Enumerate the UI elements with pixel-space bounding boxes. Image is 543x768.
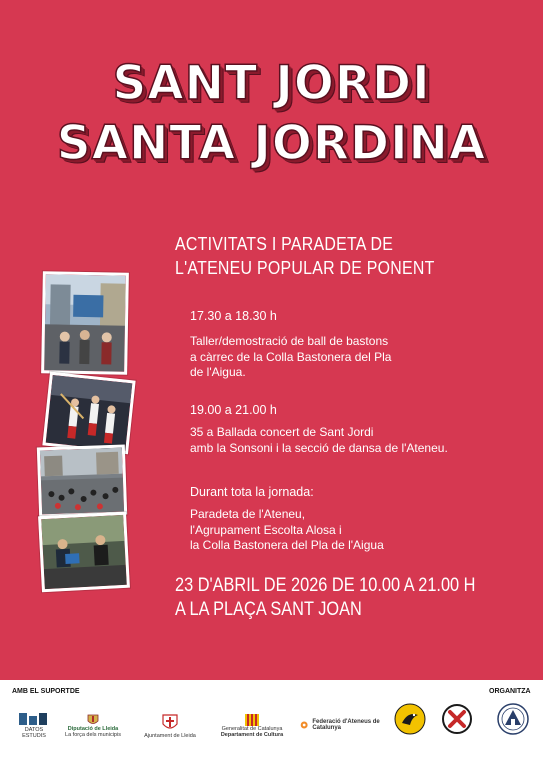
colla-bastonera-logo	[442, 704, 472, 734]
activity-1-line-2: a càrrec de la Colla Bastonera del Pla	[190, 349, 392, 364]
generalitat-name: Generalitat de Catalunya	[221, 725, 283, 732]
federacio-ateneus-logo	[300, 710, 380, 740]
ateneu-popular-ponent-logo	[496, 702, 530, 736]
activity-2-line-1: 35 a Ballada concert de Sant Jordi	[190, 425, 374, 439]
ateneu-seal-icon	[497, 703, 529, 735]
datos-estudis-logo	[14, 706, 54, 746]
event-date: 23 D'ABRIL DE 2026 DE 10.00 A 21.00 H	[175, 575, 476, 596]
event-location: A LA PLAÇA SANT JOAN	[175, 599, 362, 620]
diputacio-sub: La força dels municipis	[65, 732, 121, 738]
ajuntament-shield-icon	[161, 713, 179, 733]
event-date-location	[175, 574, 485, 622]
sponsors-footer	[0, 680, 543, 768]
title-line-2: SANTA JORDINA	[56, 116, 487, 171]
generalitat-department: Departament de Cultura	[220, 732, 284, 738]
generalitat-logo	[212, 706, 292, 746]
organize-label: ORGANITZA	[489, 688, 531, 695]
datos-logo-text: DATOS ESTUDIS	[22, 726, 46, 739]
activity-3-line-3: la Colla Bastonera del Pla de l'Aigua	[190, 538, 384, 552]
activities-heading	[175, 232, 485, 280]
photo-musicians	[38, 512, 130, 593]
activity-3-line-2: l'Agrupament Escolta Alosa i	[190, 522, 342, 537]
federacio-flower-icon	[300, 719, 308, 731]
ajuntament-name: Ajuntament de Lleida	[144, 732, 196, 739]
activity-3-line-1: Paradeta de l'Ateneu,	[190, 507, 306, 521]
activity-3-description	[190, 507, 384, 554]
activity-2-description	[190, 425, 448, 456]
activity-1-line-3: de l'Aigua.	[190, 365, 246, 379]
diputacio-name: Diputació de Lleida	[67, 725, 119, 732]
heading-line-1: ACTIVITATS I PARADETA DE	[175, 233, 394, 254]
diputacio-lleida-logo	[62, 706, 124, 746]
ajuntament-lleida-logo	[138, 704, 202, 748]
activity-3-time: Durant tota la jornada:	[190, 485, 314, 499]
activity-1-time: 17.30 a 18.30 h	[190, 309, 277, 323]
activity-1-line-1: Taller/demostració de ball de bastons	[190, 334, 389, 348]
federacio-name: Federació d'Ateneus de Catalunya	[312, 718, 380, 731]
photo-stick-dancers	[42, 372, 135, 455]
alosa-scouts-logo	[393, 702, 427, 736]
crossed-sticks-icon	[442, 704, 472, 734]
diputacio-shield-icon	[87, 714, 99, 726]
activity-2-time: 19.00 a 21.00 h	[190, 403, 277, 417]
photo-market-stall	[41, 271, 129, 374]
photo-square-crowd	[37, 444, 127, 517]
alosa-bird-icon	[394, 703, 426, 735]
heading-line-2: L'ATENEU POPULAR DE PONENT	[175, 257, 435, 278]
datos-logo-icon	[19, 713, 49, 727]
title-line-1: SANT JORDI	[112, 56, 431, 111]
support-label: AMB EL SUPORTDE	[12, 688, 80, 695]
generalitat-stripes-icon	[245, 714, 259, 726]
activity-1-description	[190, 334, 391, 381]
activity-2-line-2: amb la Sonsoni i la secció de dansa de l'Ateneu.	[190, 440, 448, 455]
